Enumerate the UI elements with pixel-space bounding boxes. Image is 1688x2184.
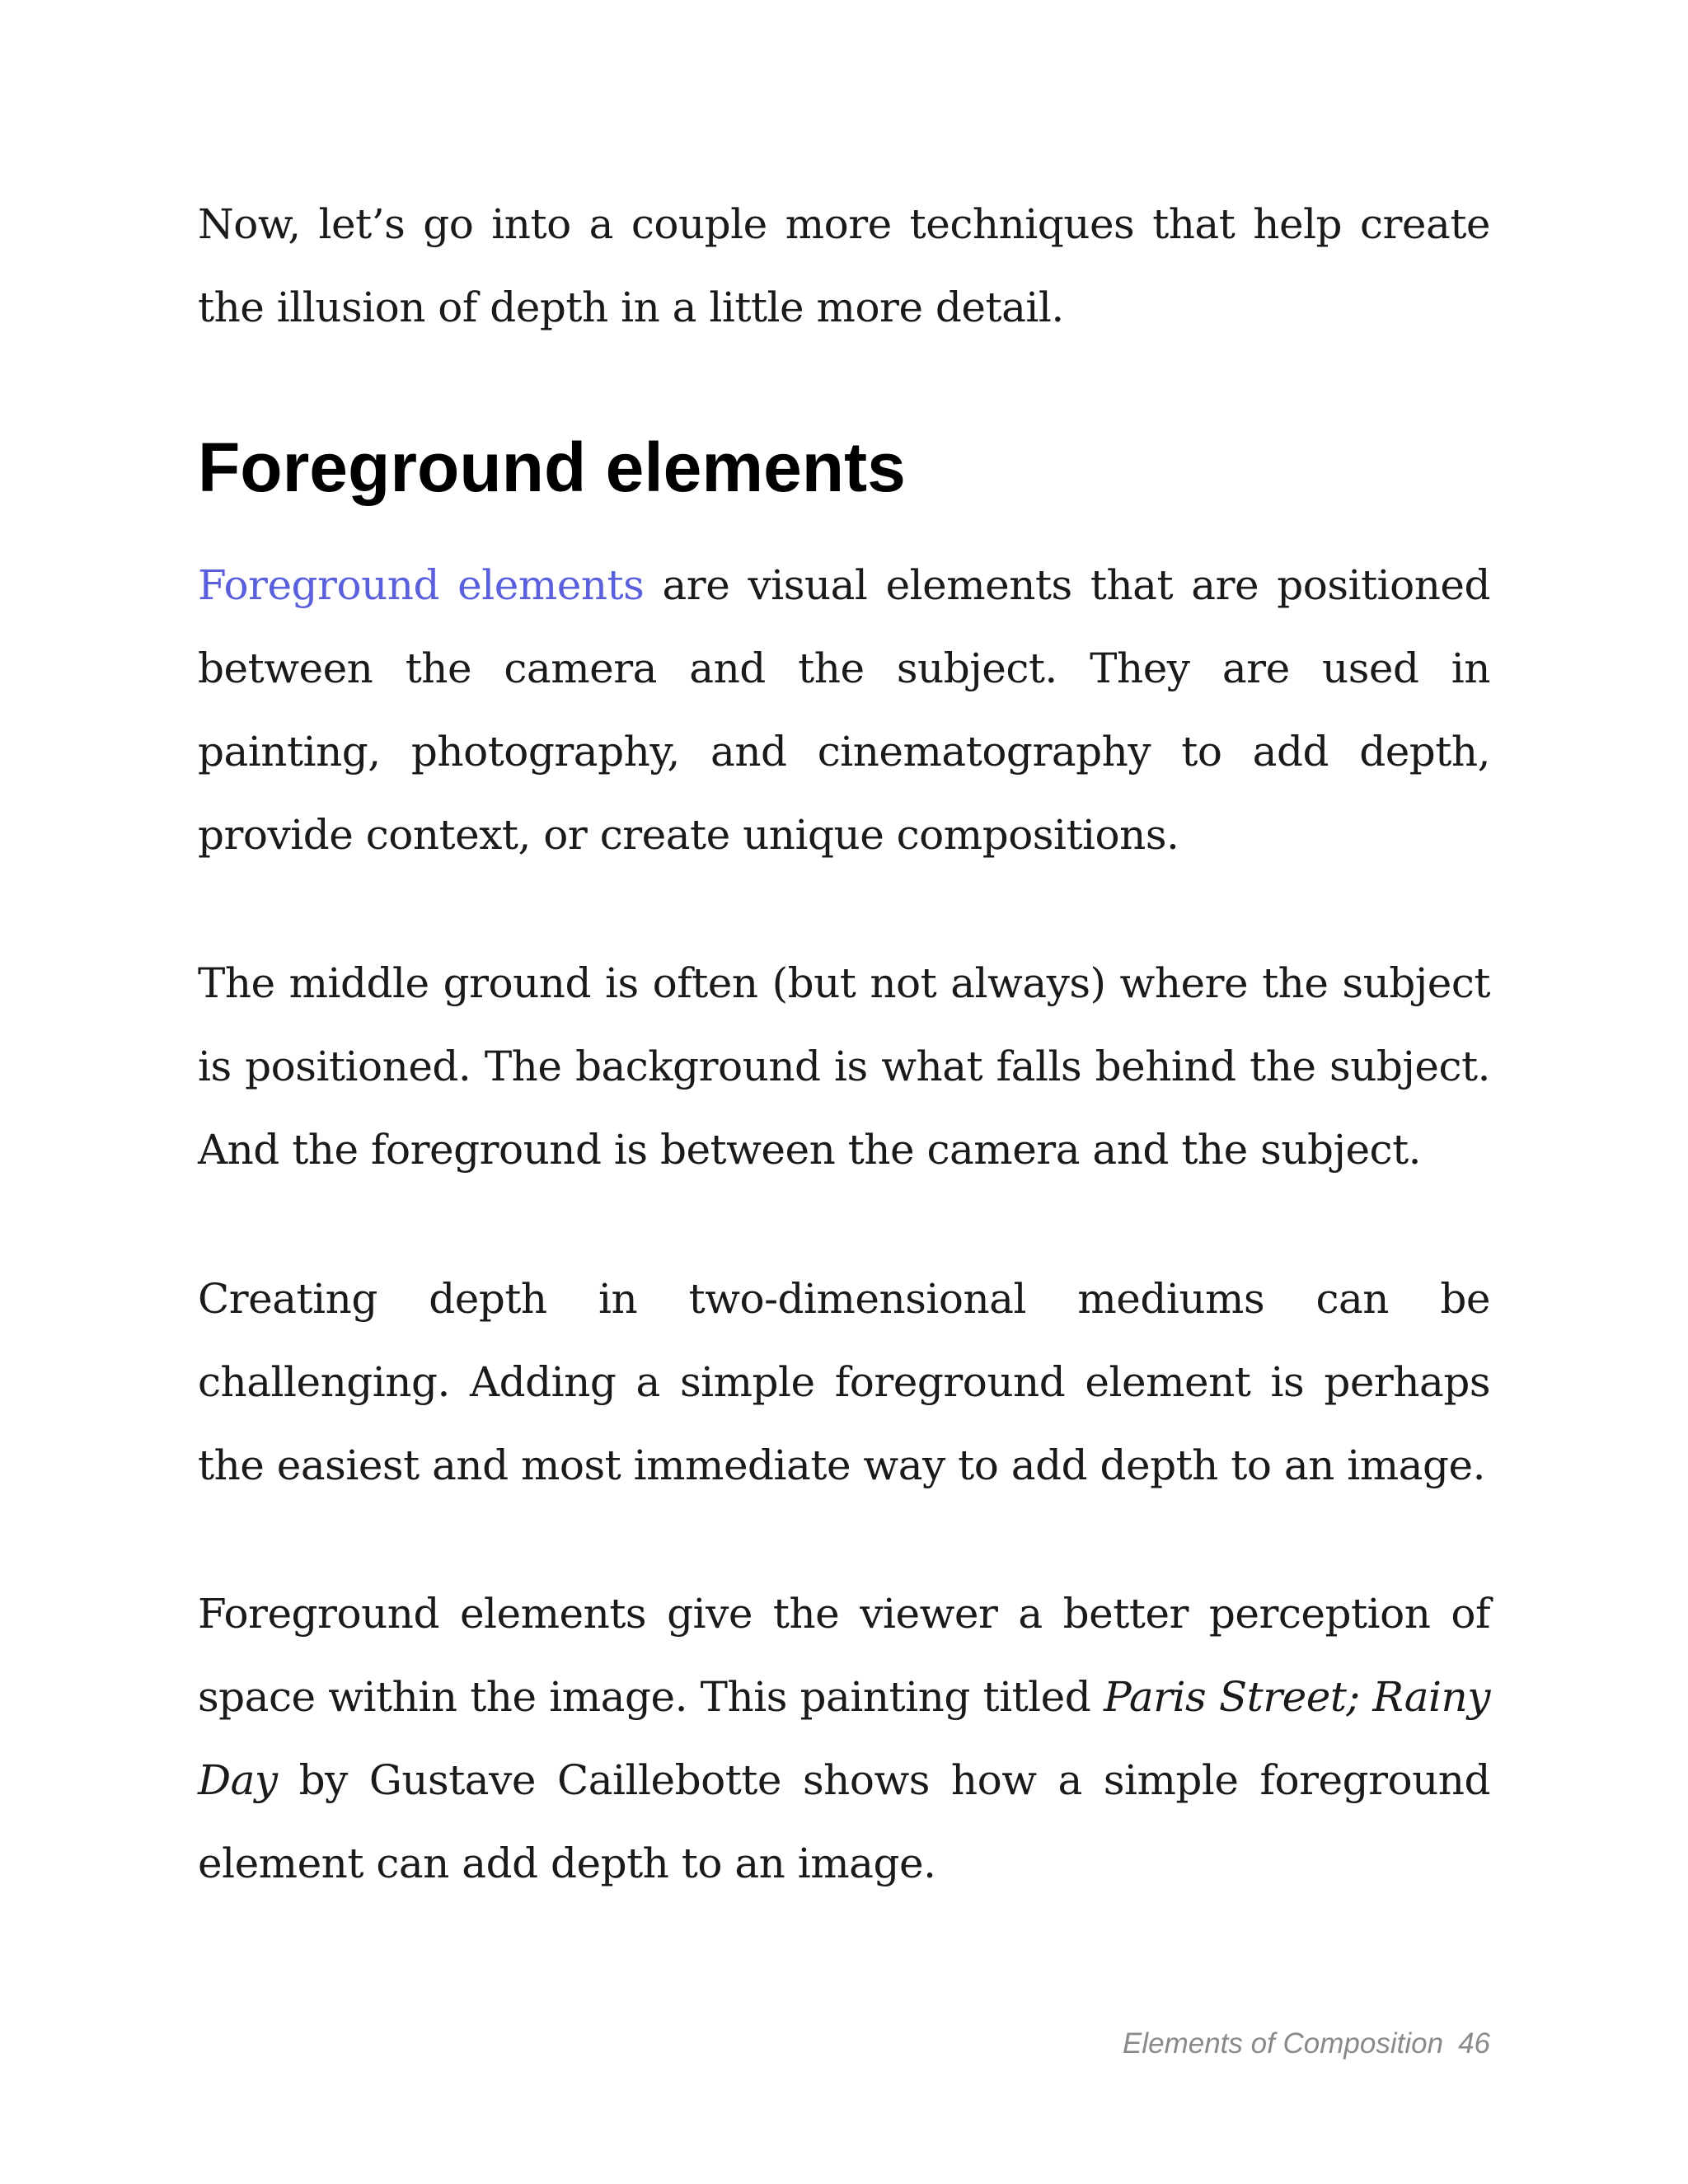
page-number: 46 (1458, 2027, 1490, 2060)
paragraph-perception-of-space (198, 1572, 1490, 1905)
book-title: Elements of Composition (1122, 2027, 1444, 2060)
paragraph-text: are visual elements that are positioned between the camera and the subject. They are used in painting, photography, and cinematography to add depth, provide context, or create unique compositions. (198, 561, 1490, 859)
foreground-elements-link[interactable]: Foreground elements (198, 561, 645, 609)
document-page (198, 0, 1490, 2184)
intro-paragraph: Now, let’s go into a couple more techniques that help create the illusion of depth in a little more detail. (198, 200, 1490, 331)
section-heading: Foreground elements (198, 429, 906, 506)
paragraph-foreground-definition (198, 544, 1490, 877)
paragraph-creating-depth: Creating depth in two-dimensional mediums can be challenging. Adding a simple foreground element is perhaps the easiest and most immediate way to add depth to an image. (198, 1275, 1490, 1489)
paragraph-middle-ground: The middle ground is often (but not always) where the subject is positioned. The background is what falls behind the subject. And the foreground is between the camera and the subject. (198, 959, 1490, 1174)
paragraph-text-before: Foreground elements give the viewer a better perception of space within the image. This painting titled (198, 1590, 1490, 1721)
paragraph-text-after: by Gustave Caillebotte shows how a simple foreground element can add depth to an image. (198, 1756, 1490, 1887)
page-footer (1123, 2027, 1490, 2060)
painting-title: Paris Street; Rainy Day (198, 1673, 1490, 1804)
